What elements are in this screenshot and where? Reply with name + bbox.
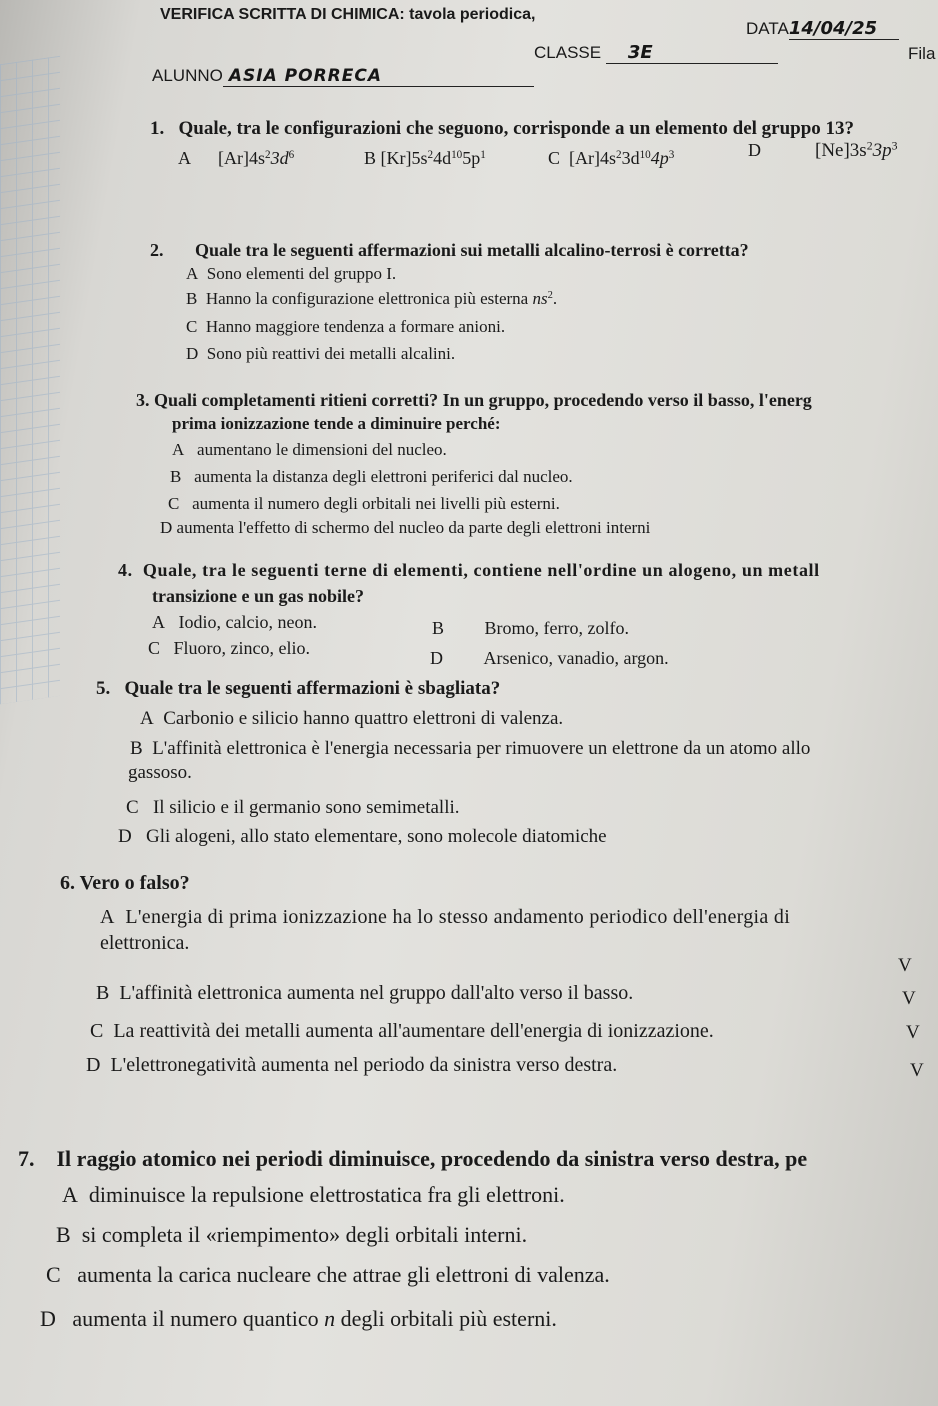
question-number: 7.: [18, 1146, 35, 1171]
q7-option-c: [46, 1262, 610, 1288]
option-text: Fluoro, zinco, elio.: [173, 638, 310, 658]
q3-option-d: [160, 518, 650, 538]
formula-base: [Kr]5s: [380, 148, 428, 168]
q5-option-c: [126, 797, 460, 819]
formula-orbital: 3d: [270, 148, 289, 168]
question-3-continued: prima ionizzazione tende a diminuire perché:: [172, 414, 501, 433]
option-letter: B: [432, 618, 445, 638]
formula-orbital: 3d: [621, 148, 640, 168]
option-letter: D: [86, 1054, 101, 1076]
option-letter: A: [152, 612, 165, 632]
option-text: aumenta l'effetto di schermo del nucleo da parte degli elettroni interni: [176, 518, 651, 537]
option-letter: A: [62, 1182, 78, 1207]
option-text: Hanno maggiore tendenza a formare anioni.: [205, 317, 506, 336]
option-letter: C: [548, 148, 561, 168]
q6-option-c: [90, 1020, 714, 1043]
formula-base: [Ne]3s: [815, 140, 867, 161]
q6-option-a: [100, 906, 790, 929]
option-text: L'affinità elettronica è l'energia necessaria per rimuovere un elettrone da un atomo allo: [152, 738, 811, 759]
q7-option-a: [62, 1182, 565, 1208]
q5-option-b: [130, 738, 810, 760]
q2-option-c: [186, 317, 505, 337]
question-5: [96, 678, 500, 700]
option-text-end: degli orbitali più esterni.: [335, 1306, 557, 1331]
option-letter: C: [90, 1020, 104, 1042]
question-1: [150, 118, 854, 140]
option-text: Bromo, ferro, zolfo.: [484, 618, 629, 638]
q3-option-a: [172, 440, 447, 460]
formula-orbital: 3p: [872, 140, 892, 161]
q6-option-a-continued: elettronica.: [100, 932, 190, 954]
formula-base: [Ar]4s: [569, 148, 617, 168]
option-text: aumentano le dimensioni del nucleo.: [197, 440, 447, 459]
q6-option-b: [96, 982, 633, 1005]
option-letter: C: [126, 797, 139, 818]
q7-option-d: [40, 1306, 557, 1332]
date-field: [746, 18, 899, 40]
question-number: 2.: [150, 240, 164, 260]
option-text: L'affinità elettronica aumenta nel gruppo dall'alto verso il basso.: [119, 982, 634, 1004]
option-letter: D: [748, 140, 761, 160]
question-text: Quale, tra le configurazioni che seguono, corrisponde a un elemento del gruppo 13?: [178, 118, 855, 139]
formula-sup: 6: [288, 148, 295, 161]
q1-option-b: [364, 148, 486, 169]
q3-option-c: [168, 494, 560, 514]
row-label: Fila: [908, 44, 936, 63]
q7-option-b: [56, 1222, 527, 1248]
option-letter: D: [40, 1306, 56, 1331]
q6-answer-a: V: [898, 955, 912, 976]
formula-orbital: 4p: [650, 148, 669, 168]
question-number: 5.: [96, 678, 111, 699]
option-text: aumenta la distanza degli elettroni periferici dal nucleo.: [194, 467, 573, 486]
q5-option-d: [118, 826, 607, 848]
option-text: Il silicio e il germanio sono semimetalli.: [152, 797, 460, 818]
q4-option-c: [148, 638, 310, 659]
option-letter: C: [148, 638, 161, 658]
q6-answer-b: V: [902, 988, 916, 1009]
option-letter: B: [170, 467, 182, 486]
q1-option-d-formula: [815, 140, 897, 162]
question-6: [60, 872, 190, 895]
option-letter: D: [118, 826, 132, 847]
option-letter: D: [160, 518, 173, 537]
formula-sup: 3: [668, 148, 675, 161]
q4-option-d: [430, 648, 669, 669]
q4-option-a: [152, 612, 317, 633]
q1-option-d: [748, 140, 761, 161]
test-title: VERIFICA SCRITTA DI CHIMICA: tavola periodica,: [160, 6, 536, 23]
option-text: Hanno la configurazione elettronica più esterna: [205, 289, 533, 308]
option-letter: A: [186, 264, 199, 283]
question-text: Quale tra le seguenti affermazioni è sbagliata?: [124, 678, 501, 699]
option-letter: A: [172, 440, 185, 459]
option-text: aumenta la carica nucleare che attrae gli elettroni di valenza.: [77, 1262, 610, 1287]
option-letter: D: [186, 344, 199, 363]
question-text: Vero o falso?: [79, 872, 190, 894]
option-text: Sono più reattivi dei metalli alcalini.: [206, 344, 456, 363]
question-number: 1.: [150, 118, 165, 139]
option-text: Carbonio e silicio hanno quattro elettroni di valenza.: [163, 708, 564, 729]
option-letter: B: [96, 982, 110, 1004]
question-number: 4.: [118, 560, 133, 580]
option-text: diminuisce la repulsione elettrostatica fra gli elettroni.: [88, 1182, 565, 1207]
option-letter: C: [186, 317, 198, 336]
formula-base: n: [324, 1306, 336, 1331]
option-text: Sono elementi del gruppo I.: [206, 264, 397, 283]
option-letter: C: [46, 1262, 61, 1287]
question-number: 6.: [60, 872, 75, 894]
formula-sup: 1: [480, 148, 486, 161]
q5-option-a: [140, 708, 563, 730]
student-field: [152, 66, 534, 87]
q6-option-d: [86, 1054, 617, 1077]
option-text-end: .: [552, 289, 558, 308]
date-label: DATA: [746, 19, 789, 38]
q2-option-d: [186, 344, 455, 364]
formula-sup: 2: [427, 148, 434, 161]
option-text: aumenta il numero quantico: [72, 1306, 325, 1331]
question-4: [118, 560, 820, 581]
option-letter: A: [100, 906, 115, 928]
q6-answer-d: V: [910, 1060, 924, 1081]
question-7: [18, 1146, 807, 1172]
option-letter: B: [56, 1222, 71, 1247]
question-4-continued: transizione e un gas nobile?: [152, 586, 365, 606]
option-text: L'elettronegatività aumenta nel periodo da sinistra verso destra.: [110, 1054, 618, 1076]
question-text: Il raggio atomico nei periodi diminuisce, procedendo da sinistra verso destra, pe: [56, 1146, 808, 1171]
q1-option-c: [548, 148, 674, 169]
class-label: CLASSE: [534, 43, 602, 62]
formula-orbital: 5p: [462, 148, 481, 168]
option-text: aumenta il numero degli orbitali nei livelli più esterni.: [192, 494, 560, 513]
formula-sup: 10: [451, 148, 463, 161]
class-value: 3E: [606, 42, 778, 64]
option-letter: B: [186, 289, 198, 308]
student-label: ALUNNO: [152, 66, 223, 85]
q6-answer-c: V: [906, 1022, 920, 1043]
option-letter: B: [130, 738, 143, 759]
option-letter: D: [430, 648, 443, 668]
formula-sup: 2: [265, 148, 271, 161]
option-letter: A: [140, 708, 154, 729]
question-text: Quali completamenti ritieni corretti? In un gruppo, procedendo verso il basso, l'energ: [154, 390, 812, 410]
question-3: [136, 390, 812, 411]
q1-option-a: [178, 148, 294, 169]
formula-sup: 10: [639, 148, 651, 161]
formula-sup: 2: [866, 139, 873, 153]
date-value: 14/04/25: [789, 18, 899, 40]
formula-sup: 2: [616, 148, 622, 161]
formula-sup: 2: [547, 290, 553, 302]
option-text: Gli alogeni, allo stato elementare, sono molecole diatomiche: [145, 826, 607, 847]
option-text: Iodio, calcio, neon.: [178, 612, 317, 632]
question-number: 3.: [136, 390, 150, 410]
class-field: [534, 42, 778, 64]
question-2: [150, 240, 749, 261]
formula-base: [Ar]4s: [218, 148, 265, 168]
option-letter: B: [364, 148, 377, 168]
q3-option-b: [170, 467, 573, 487]
option-text: L'energia di prima ionizzazione ha lo stesso andamento periodico dell'energia di: [125, 906, 791, 928]
question-text: Quale tra le seguenti affermazioni sui metalli alcalino-terrosi è corretta?: [195, 240, 749, 260]
option-text: Arsenico, vanadio, argon.: [483, 648, 669, 668]
q4-option-b: [432, 618, 629, 639]
q2-option-a: [186, 264, 396, 284]
q5-option-b-continued: gassoso.: [128, 762, 192, 783]
formula-sup: 3: [891, 139, 898, 153]
q2-option-b: [186, 289, 557, 309]
option-letter: C: [168, 494, 180, 513]
option-text: si completa il «riempimento» degli orbitali interni.: [81, 1222, 528, 1247]
formula-orbital: 4d: [433, 148, 452, 168]
student-value: ASIA PORRECA: [223, 66, 534, 87]
option-text: La reattività dei metalli aumenta all'aumentare dell'energia di ionizzazione.: [113, 1020, 714, 1042]
formula-base: ns: [532, 289, 548, 308]
question-text: Quale, tra le seguenti terne di elementi, contiene nell'ordine un alogeno, un metall: [142, 560, 820, 580]
option-letter: A: [178, 148, 191, 168]
